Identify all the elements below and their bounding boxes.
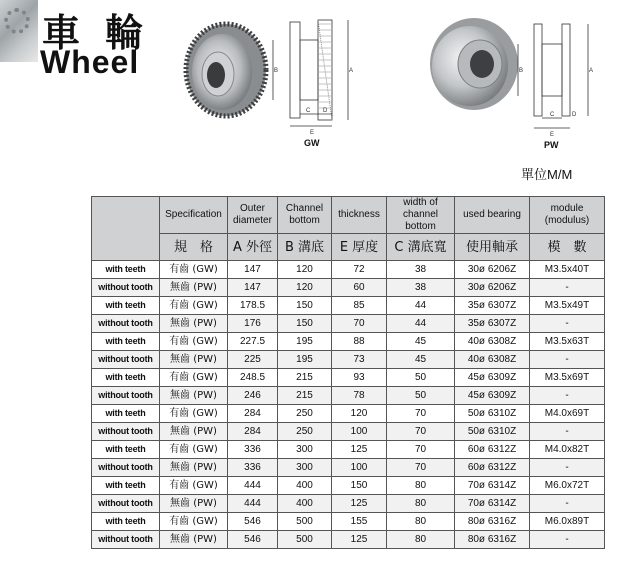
cell-module: M3.5x63T: [530, 333, 605, 351]
header-zh-module: 模 數: [530, 234, 605, 261]
cell-module: -: [530, 495, 605, 513]
header-zh-specification: 規 格: [160, 234, 228, 261]
cell-bearing: 60ø 6312Z: [455, 441, 530, 459]
cell-channel-bottom: 195: [278, 333, 332, 351]
cell-thickness: 155: [332, 513, 387, 531]
cell-bearing: 35ø 6307Z: [455, 297, 530, 315]
table-row: [92, 477, 605, 495]
cell-spec: 有齒 (GW): [160, 477, 228, 495]
cell-thickness: 88: [332, 333, 387, 351]
table-row: [92, 513, 605, 531]
cell-channel-bottom: 500: [278, 513, 332, 531]
cell-type: without tooth: [92, 495, 160, 513]
gw-wheel-photo: [180, 16, 270, 120]
table-row: [92, 261, 605, 279]
table-row: [92, 351, 605, 369]
cell-spec: 有齒 (GW): [160, 369, 228, 387]
cell-type: without tooth: [92, 387, 160, 405]
cell-spec: 無齒 (PW): [160, 459, 228, 477]
cell-bearing: 50ø 6310Z: [455, 405, 530, 423]
header-blank-cell: [92, 197, 160, 261]
cell-spec: 無齒 (PW): [160, 495, 228, 513]
cell-channel-width: 70: [387, 459, 455, 477]
cell-channel-bottom: 120: [278, 261, 332, 279]
table-row: [92, 531, 605, 549]
cell-channel-bottom: 300: [278, 441, 332, 459]
table-row: [92, 441, 605, 459]
cell-thickness: 100: [332, 459, 387, 477]
gw-dim-b: B: [274, 68, 279, 74]
cell-type: without tooth: [92, 351, 160, 369]
cell-module: M3.5x40T: [530, 261, 605, 279]
cell-channel-width: 80: [387, 477, 455, 495]
cell-channel-width: 50: [387, 369, 455, 387]
cell-module: M4.0x82T: [530, 441, 605, 459]
header-zh-used-bearing: 使用軸承: [455, 234, 530, 261]
cell-outer-diameter: 284: [228, 423, 278, 441]
cell-module: M6.0x72T: [530, 477, 605, 495]
cell-thickness: 93: [332, 369, 387, 387]
cell-spec: 無齒 (PW): [160, 531, 228, 549]
gw-dim-a: A: [349, 68, 354, 74]
gw-dim-d: D: [323, 108, 328, 114]
cell-channel-width: 70: [387, 441, 455, 459]
page-title-chinese: 車 輪: [42, 11, 150, 55]
corner-decoration: [0, 0, 38, 62]
cell-thickness: 100: [332, 423, 387, 441]
cell-outer-diameter: 178.5: [228, 297, 278, 315]
table-row: [92, 279, 605, 297]
cell-type: without tooth: [92, 531, 160, 549]
pw-dimension-drawing: [512, 14, 598, 138]
cell-channel-width: 44: [387, 315, 455, 333]
table-row: [92, 315, 605, 333]
cell-bearing: 30ø 6206Z: [455, 279, 530, 297]
cell-thickness: 125: [332, 441, 387, 459]
cell-bearing: 30ø 6206Z: [455, 261, 530, 279]
cell-thickness: 72: [332, 261, 387, 279]
cell-outer-diameter: 444: [228, 477, 278, 495]
cell-type: with teeth: [92, 513, 160, 531]
cell-spec: 無齒 (PW): [160, 279, 228, 297]
cell-thickness: 70: [332, 315, 387, 333]
cell-bearing: 40ø 6308Z: [455, 351, 530, 369]
pw-dim-a: A: [589, 68, 594, 74]
cell-channel-bottom: 215: [278, 387, 332, 405]
table-row: [92, 459, 605, 477]
cell-module: -: [530, 315, 605, 333]
cell-spec: 有齒 (GW): [160, 513, 228, 531]
pw-dim-b: B: [519, 68, 524, 74]
cell-outer-diameter: 444: [228, 495, 278, 513]
cell-spec: 有齒 (GW): [160, 441, 228, 459]
cell-type: with teeth: [92, 441, 160, 459]
cell-outer-diameter: 147: [228, 261, 278, 279]
cell-channel-width: 38: [387, 279, 455, 297]
cell-spec: 無齒 (PW): [160, 423, 228, 441]
cell-channel-width: 50: [387, 387, 455, 405]
cell-channel-bottom: 120: [278, 279, 332, 297]
gw-dim-e: E: [310, 130, 315, 136]
cell-type: without tooth: [92, 315, 160, 333]
cell-spec: 無齒 (PW): [160, 315, 228, 333]
cell-module: M3.5x69T: [530, 369, 605, 387]
cell-channel-bottom: 300: [278, 459, 332, 477]
header-specification: Specification: [160, 197, 228, 234]
cell-channel-bottom: 500: [278, 531, 332, 549]
cell-outer-diameter: 284: [228, 405, 278, 423]
unit-label: 單位M/M: [521, 167, 573, 182]
cell-type: with teeth: [92, 477, 160, 495]
cell-channel-bottom: 215: [278, 369, 332, 387]
cell-bearing: 45ø 6309Z: [455, 369, 530, 387]
cell-thickness: 73: [332, 351, 387, 369]
pw-dim-e: E: [550, 132, 555, 138]
cell-type: with teeth: [92, 369, 160, 387]
cell-type: with teeth: [92, 333, 160, 351]
cell-bearing: 80ø 6316Z: [455, 513, 530, 531]
cell-channel-width: 80: [387, 513, 455, 531]
pw-label: PW: [544, 140, 559, 150]
cell-thickness: 120: [332, 405, 387, 423]
cell-channel-width: 80: [387, 495, 455, 513]
cell-spec: 有齒 (GW): [160, 297, 228, 315]
cell-bearing: 50ø 6310Z: [455, 423, 530, 441]
header-used-bearing: used bearing: [455, 197, 530, 234]
header-zh-width-channel-bottom: C 溝底寬: [387, 234, 455, 261]
table-row: [92, 405, 605, 423]
cell-type: without tooth: [92, 279, 160, 297]
pw-wheel-photo: [424, 14, 520, 114]
table-row: [92, 495, 605, 513]
table-row: [92, 333, 605, 351]
cell-bearing: 35ø 6307Z: [455, 315, 530, 333]
cell-type: with teeth: [92, 261, 160, 279]
header-channel-bottom: Channel bottom: [278, 197, 332, 234]
cell-thickness: 78: [332, 387, 387, 405]
header-zh-thickness: E 厚度: [332, 234, 387, 261]
gw-dim-c: C: [306, 108, 311, 114]
cell-channel-width: 45: [387, 333, 455, 351]
cell-outer-diameter: 248.5: [228, 369, 278, 387]
header-module: module (modulus): [530, 197, 605, 234]
header-zh-channel-bottom: B 溝底: [278, 234, 332, 261]
cell-channel-bottom: 150: [278, 315, 332, 333]
table-row: [92, 423, 605, 441]
cell-type: without tooth: [92, 423, 160, 441]
gw-dimension-drawing: [268, 14, 358, 138]
cell-module: -: [530, 531, 605, 549]
cell-thickness: 125: [332, 531, 387, 549]
cell-spec: 有齒 (GW): [160, 405, 228, 423]
cell-channel-width: 70: [387, 423, 455, 441]
page-title: Wheel: [40, 44, 140, 80]
cell-channel-width: 44: [387, 297, 455, 315]
cell-channel-bottom: 250: [278, 423, 332, 441]
header-width-channel-bottom: width of channel bottom: [387, 197, 455, 234]
cell-channel-bottom: 400: [278, 477, 332, 495]
cell-outer-diameter: 147: [228, 279, 278, 297]
header-outer-diameter: Outer diameter: [228, 197, 278, 234]
cell-module: M4.0x69T: [530, 405, 605, 423]
cell-type: with teeth: [92, 297, 160, 315]
cell-module: M6.0x89T: [530, 513, 605, 531]
gw-label: GW: [304, 138, 320, 148]
cell-module: -: [530, 459, 605, 477]
cell-spec: 無齒 (PW): [160, 387, 228, 405]
cell-channel-bottom: 195: [278, 351, 332, 369]
pw-dim-c: C: [550, 112, 555, 118]
cell-outer-diameter: 225: [228, 351, 278, 369]
cell-type: with teeth: [92, 405, 160, 423]
cell-outer-diameter: 336: [228, 441, 278, 459]
pw-dim-d: D: [572, 112, 577, 118]
header-row-english: [92, 197, 605, 234]
cell-bearing: 45ø 6309Z: [455, 387, 530, 405]
table-row: [92, 297, 605, 315]
table-row: [92, 387, 605, 405]
cell-module: -: [530, 387, 605, 405]
header-zh-outer-diameter: A 外徑: [228, 234, 278, 261]
cell-bearing: 80ø 6316Z: [455, 531, 530, 549]
cell-channel-bottom: 250: [278, 405, 332, 423]
cell-channel-bottom: 400: [278, 495, 332, 513]
cell-channel-width: 70: [387, 405, 455, 423]
cell-bearing: 60ø 6312Z: [455, 459, 530, 477]
cell-spec: 無齒 (PW): [160, 351, 228, 369]
cell-module: -: [530, 279, 605, 297]
cell-bearing: 70ø 6314Z: [455, 477, 530, 495]
cell-bearing: 40ø 6308Z: [455, 333, 530, 351]
cell-thickness: 60: [332, 279, 387, 297]
cell-spec: 有齒 (GW): [160, 333, 228, 351]
spec-table: [91, 196, 605, 549]
cell-spec: 有齒 (GW): [160, 261, 228, 279]
gear-icon: [4, 8, 30, 34]
cell-channel-width: 38: [387, 261, 455, 279]
cell-bearing: 70ø 6314Z: [455, 495, 530, 513]
cell-outer-diameter: 227.5: [228, 333, 278, 351]
cell-module: M3.5x49T: [530, 297, 605, 315]
cell-outer-diameter: 176: [228, 315, 278, 333]
cell-outer-diameter: 546: [228, 531, 278, 549]
cell-module: -: [530, 423, 605, 441]
cell-channel-width: 45: [387, 351, 455, 369]
header-thickness: thickness: [332, 197, 387, 234]
cell-outer-diameter: 246: [228, 387, 278, 405]
cell-thickness: 85: [332, 297, 387, 315]
cell-channel-width: 80: [387, 531, 455, 549]
cell-outer-diameter: 336: [228, 459, 278, 477]
cell-channel-bottom: 150: [278, 297, 332, 315]
cell-thickness: 150: [332, 477, 387, 495]
cell-thickness: 125: [332, 495, 387, 513]
table-row: [92, 369, 605, 387]
cell-module: -: [530, 351, 605, 369]
cell-type: without tooth: [92, 459, 160, 477]
header-row-chinese: [92, 234, 605, 261]
cell-outer-diameter: 546: [228, 513, 278, 531]
